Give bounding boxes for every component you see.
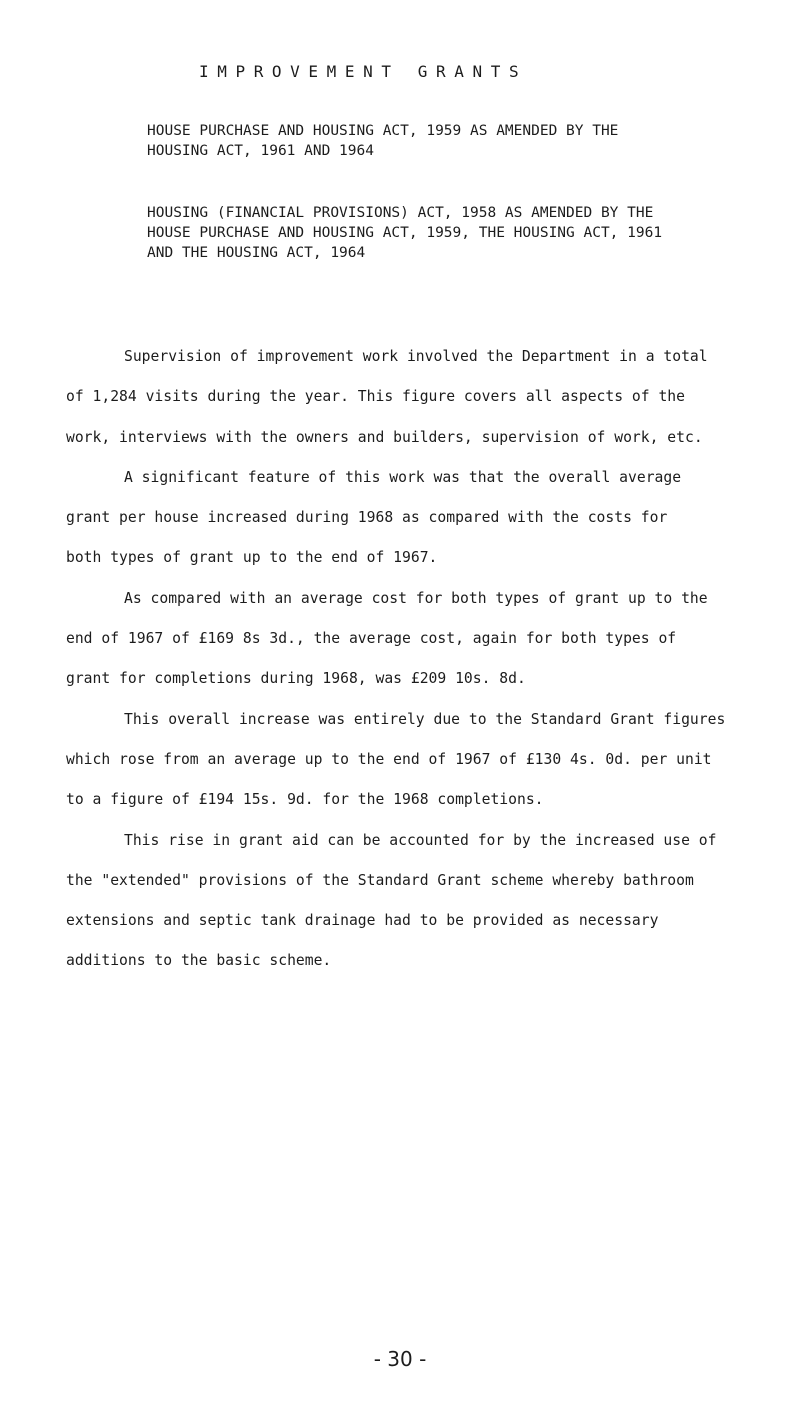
body-line: grant for completions during 1968, was £209 10s. 8d. <box>66 670 526 688</box>
body-text <box>66 337 766 982</box>
body-line: A significant feature of this work was that the overall average <box>124 468 682 486</box>
act-heading-1: HOUSE PURCHASE AND HOUSING ACT, 1959 AS AMENDED BY THE HOUSING ACT, 1961 AND 1964 <box>147 123 619 159</box>
body-line: which rose from an average up to the end of 1967 of £130 4s. 0d. per unit <box>66 750 712 768</box>
page-title: IMPROVEMENT GRANTS <box>199 62 528 81</box>
body-line: This rise in grant aid can be accounted for by the increased use of <box>124 831 717 849</box>
body-line: the "extended" provisions of the Standard Grant scheme whereby bathroom <box>66 871 694 889</box>
body-line: work, interviews with the owners and builders, supervision of work, etc. <box>66 428 703 446</box>
body-line: This overall increase was entirely due to the Standard Grant figures <box>124 710 726 728</box>
body-line: Supervision of improvement work involved the Department in a total <box>124 348 708 365</box>
body-line: end of 1967 of £169 8s 3d., the average cost, again for both types of <box>66 630 677 648</box>
body-line: of 1,284 visits during the year. This figure covers all aspects of the <box>66 388 685 406</box>
page-number: - 30 - <box>373 1347 427 1371</box>
body-line: As compared with an average cost for both types of grant up to the <box>124 589 708 607</box>
body-line: extensions and septic tank drainage had to be provided as necessary <box>66 912 659 930</box>
body-line: additions to the basic scheme. <box>66 952 332 970</box>
body-line: both types of grant up to the end of 1967. <box>66 549 438 567</box>
body-line: grant per house increased during 1968 as compared with the costs for <box>66 509 668 527</box>
act-heading-2: HOUSING (FINANCIAL PROVISIONS) ACT, 1958 AS AMENDED BY THE HOUSE PURCHASE AND HOUSING ACT, 1959, THE HOUSING ACT, 1961 AND THE HOUSING ACT, 1964 <box>147 205 663 261</box>
body-line: to a figure of £194 15s. 9d. for the 1968 completions. <box>66 791 544 809</box>
